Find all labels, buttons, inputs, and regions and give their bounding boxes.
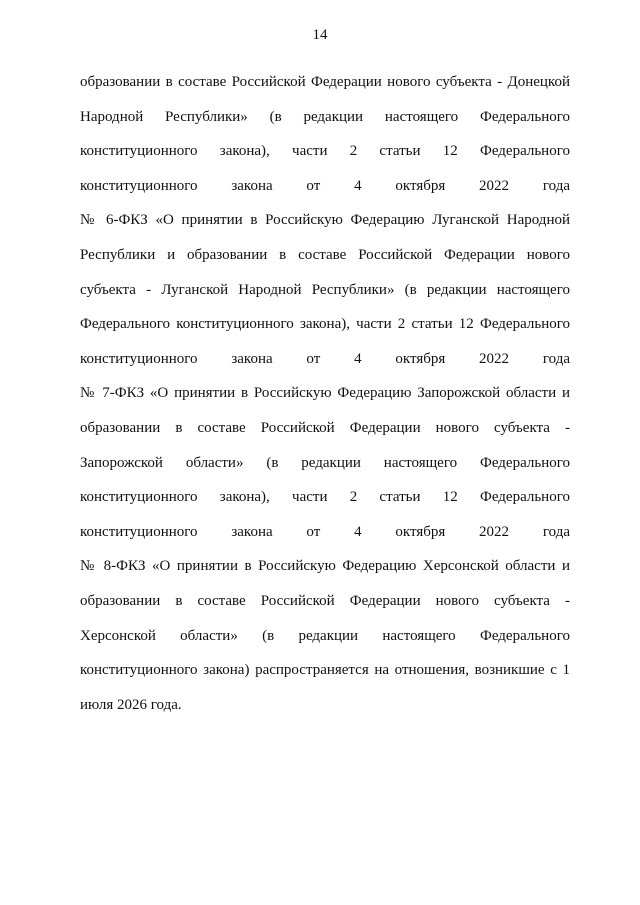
text-line: конституционного закона от 4 октября 2022 года	[80, 177, 570, 194]
text-line: № 7-ФКЗ «О принятии в Российскую Федерацию Запорожской области и	[80, 385, 570, 402]
text-line: конституционного закона), части 2 статьи 12 Федерального	[80, 489, 570, 506]
text-line: Республики и образовании в составе Российской Федерации нового	[80, 246, 570, 263]
text-line: конституционного закона) распространяется на отношения, возникшие с 1	[80, 662, 570, 679]
text-line: Запорожской области» (в редакции настоящего Федерального	[80, 454, 570, 471]
text-line: образовании в составе Российской Федерации нового субъекта - Донецкой	[80, 74, 570, 90]
text-line: июля 2026 года.	[80, 696, 182, 713]
body-text	[80, 72, 570, 729]
text-line: образовании в составе Российской Федерации нового субъекта -	[80, 419, 570, 436]
text-line: Федерального конституционного закона), части 2 статьи 12 Федерального	[80, 316, 570, 333]
text-line: Народной Республики» (в редакции настоящего Федерального	[80, 108, 570, 125]
text-line: конституционного закона от 4 октября 2022 года	[80, 523, 570, 540]
text-line: Херсонской области» (в редакции настоящего Федерального	[80, 627, 570, 644]
text-line: образовании в составе Российской Федерации нового субъекта -	[80, 592, 570, 609]
text-line: конституционного закона от 4 октября 2022 года	[80, 350, 570, 367]
page-number: 14	[312, 27, 328, 43]
text-line: конституционного закона), части 2 статьи 12 Федерального	[80, 143, 570, 160]
text-line: № 6-ФКЗ «О принятии в Российскую Федерацию Луганской Народной	[80, 212, 570, 229]
text-line: субъекта - Луганской Народной Республики» (в редакции настоящего	[80, 281, 570, 298]
text-line: № 8-ФКЗ «О принятии в Российскую Федерацию Херсонской области и	[80, 558, 570, 575]
